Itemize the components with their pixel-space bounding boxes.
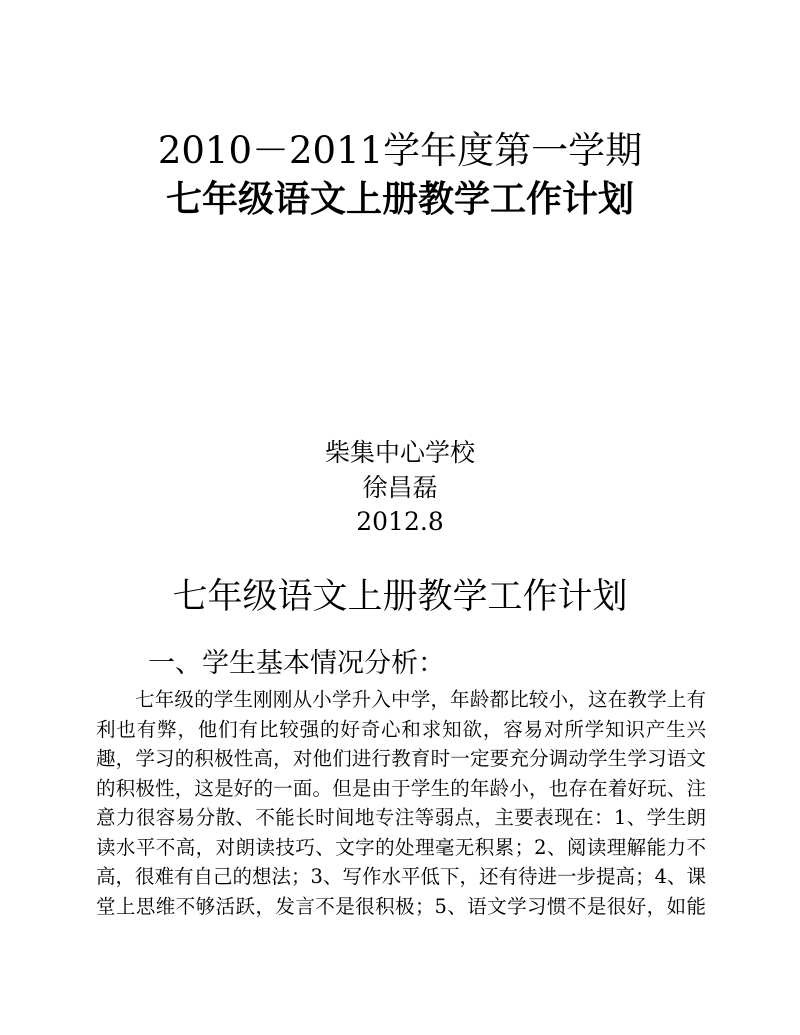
cover-title-line2: 七年级语文上册教学工作计划 [165, 179, 634, 220]
paragraph-line: 读水平不高，对朗读技巧、文字的处理毫无积累；2、阅读理解能力不 [96, 835, 706, 859]
document-date: 2012.8 [356, 507, 444, 536]
section-body [96, 685, 706, 921]
section-title: 一、学生基本情况分析： [148, 648, 445, 679]
paragraph-line: 意力很容易分散、不能长时间地专注等弱点，主要表现在：1、学生朗 [96, 806, 706, 829]
paragraph-line: 的积极性，这是好的一面。但是由于学生的年龄小，也存在着好玩、注 [96, 776, 706, 800]
paragraph-line: 趣，学习的积极性高，对他们进行教育时一定要充分调动学生学习语文 [96, 747, 706, 770]
paragraph-line: 堂上思维不够活跃，发言不是很积极；5、语文学习惯不是很好，如能 [96, 894, 706, 918]
school-name: 柴集中心学校 [324, 438, 475, 467]
paragraph-line: 利也有弊，他们有比较强的好奇心和求知欲，容易对所学知识产生兴 [96, 717, 706, 741]
document-heading: 七年级语文上册教学工作计划 [172, 577, 628, 617]
cover-title-line1: 2010－2011学年度第一学期 [157, 129, 643, 172]
paragraph-line: 高，很难有自己的想法；3、写作水平低下，还有待进一步提高；4、课 [96, 865, 706, 888]
paragraph-line: 七年级的学生刚刚从小学升入中学，年龄都比较小，这在教学上有 [135, 688, 706, 711]
author-name: 徐昌磊 [362, 473, 438, 502]
